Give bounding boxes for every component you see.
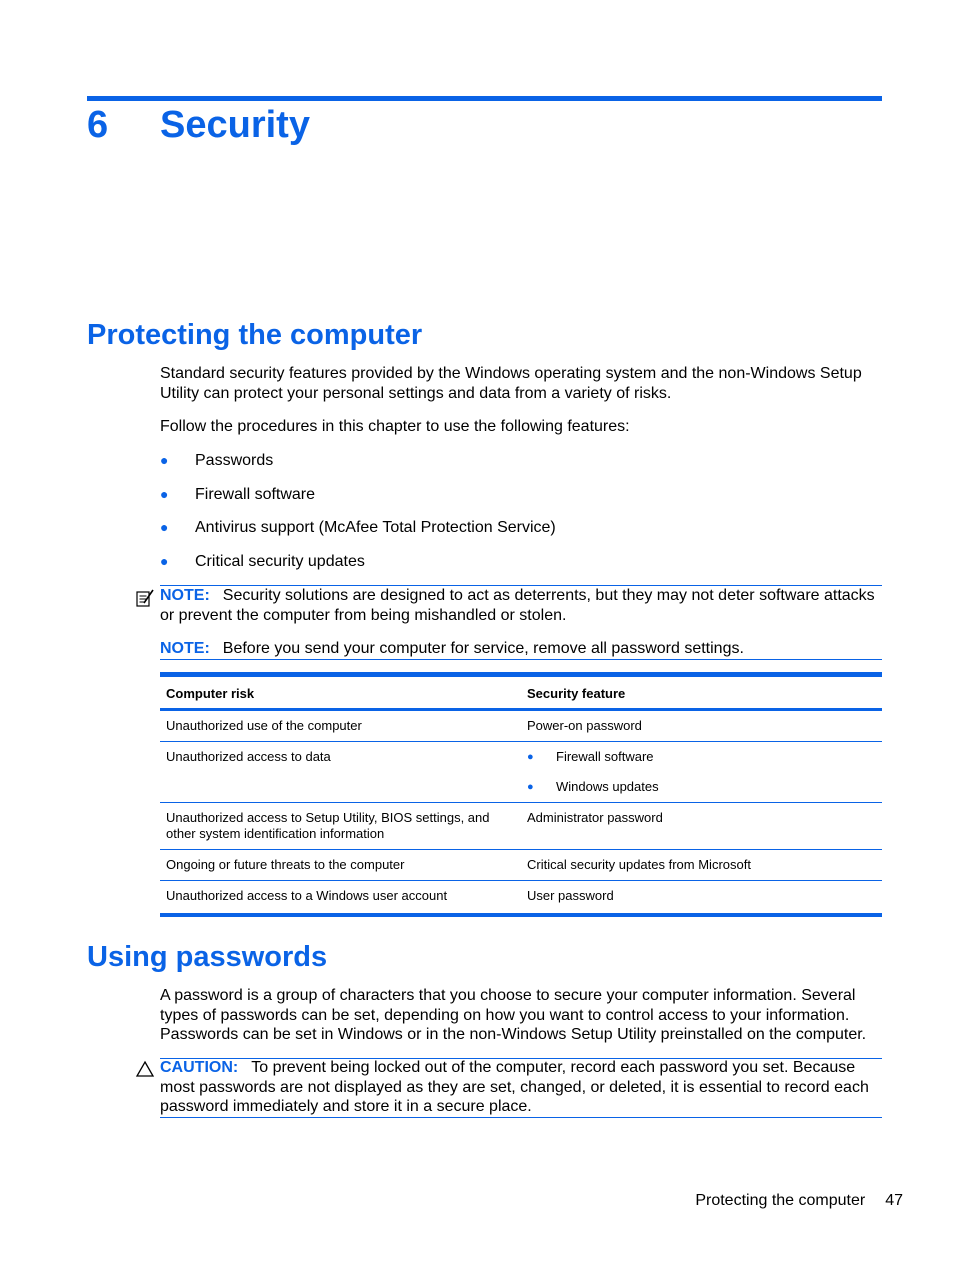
list-item: ● Firewall software <box>160 486 316 503</box>
note-text: Before you send your computer for service, remove all password settings. <box>222 640 744 657</box>
table-row <box>160 881 882 916</box>
risk-cell: Unauthorized access to Setup Utility, BIOS settings, and other system identification information <box>160 803 521 850</box>
feature-cell: Administrator password <box>521 803 882 850</box>
risk-table <box>160 672 882 917</box>
risk-cell: Unauthorized access to a Windows user account <box>160 881 521 916</box>
list-item: ● Windows updates <box>527 779 659 794</box>
risk-cell: Unauthorized use of the computer <box>160 710 521 742</box>
list-item: ● Critical security updates <box>160 553 365 570</box>
note-label: NOTE: <box>160 587 210 604</box>
column-header-risk: Computer risk <box>160 675 521 710</box>
chapter-number: 6 <box>87 103 109 146</box>
bullet-icon: ● <box>160 486 169 502</box>
table-row <box>160 850 882 881</box>
table-header-row <box>160 675 882 710</box>
caution-icon <box>135 1059 155 1079</box>
page-footer <box>695 1192 903 1210</box>
risk-cell: Unauthorized access to data <box>160 742 521 803</box>
chapter-heading <box>87 100 310 150</box>
section2-intro: A password is a group of characters that you choose to secure your computer information. Several types of passwords can be set, depending on how you want to control access to your information. Passwords can be set in Windows or in the non-Windows Setup Utility preinstalled on the computer. <box>160 987 867 1043</box>
bullet-icon: ● <box>160 553 169 569</box>
section1-intro: Standard security features provided by the Windows operating system and the non-Windows Setup Utility can protect your personal settings and data from a variety of risks. <box>160 365 862 402</box>
list-item: ● Antivirus support (McAfee Total Protection Service) <box>160 519 556 536</box>
caution-label: CAUTION: <box>160 1059 239 1076</box>
note-label: NOTE: <box>160 640 210 657</box>
chapter-title: Security <box>160 103 310 146</box>
footer-section: Protecting the computer <box>695 1192 866 1209</box>
bullet-icon: ● <box>527 781 534 793</box>
feature-list <box>527 749 876 795</box>
list-item: ● Firewall software <box>527 749 876 779</box>
note-icon <box>135 588 155 608</box>
feature-cell: Power-on password <box>521 710 882 742</box>
section-title-passwords: Using passwords <box>87 941 328 973</box>
risk-cell: Ongoing or future threats to the computer <box>160 850 521 881</box>
section-title-protecting: Protecting the computer <box>87 319 423 351</box>
feature-cell <box>521 742 882 803</box>
note-text: Security solutions are designed to act as deterrents, but they may not deter software attacks or prevent the computer from being mishandled or stolen. <box>160 587 875 624</box>
caution-bottom-rule <box>160 1117 882 1118</box>
feature-cell: User password <box>521 881 882 916</box>
section1-lead: Follow the procedures in this chapter to use the following features: <box>160 418 630 435</box>
caution-note <box>160 1058 882 1117</box>
note-1 <box>160 586 882 625</box>
table-row <box>160 803 882 850</box>
bullet-icon: ● <box>160 519 169 535</box>
bullet-icon: ● <box>527 751 534 763</box>
list-item: ● Passwords <box>160 452 274 469</box>
table-row <box>160 742 882 803</box>
table-row <box>160 710 882 742</box>
page-number: 47 <box>885 1192 903 1209</box>
note-2 <box>160 639 882 659</box>
column-header-feature: Security feature <box>521 675 882 710</box>
note-bottom-rule <box>160 659 882 660</box>
bullet-icon: ● <box>160 452 169 468</box>
caution-text: To prevent being locked out of the computer, record each password you set. Because most passwords are not displayed as they are set, changed, or deleted, it is essential to record each password immediately and store it in a secure place. <box>160 1059 869 1115</box>
feature-cell: Critical security updates from Microsoft <box>521 850 882 881</box>
